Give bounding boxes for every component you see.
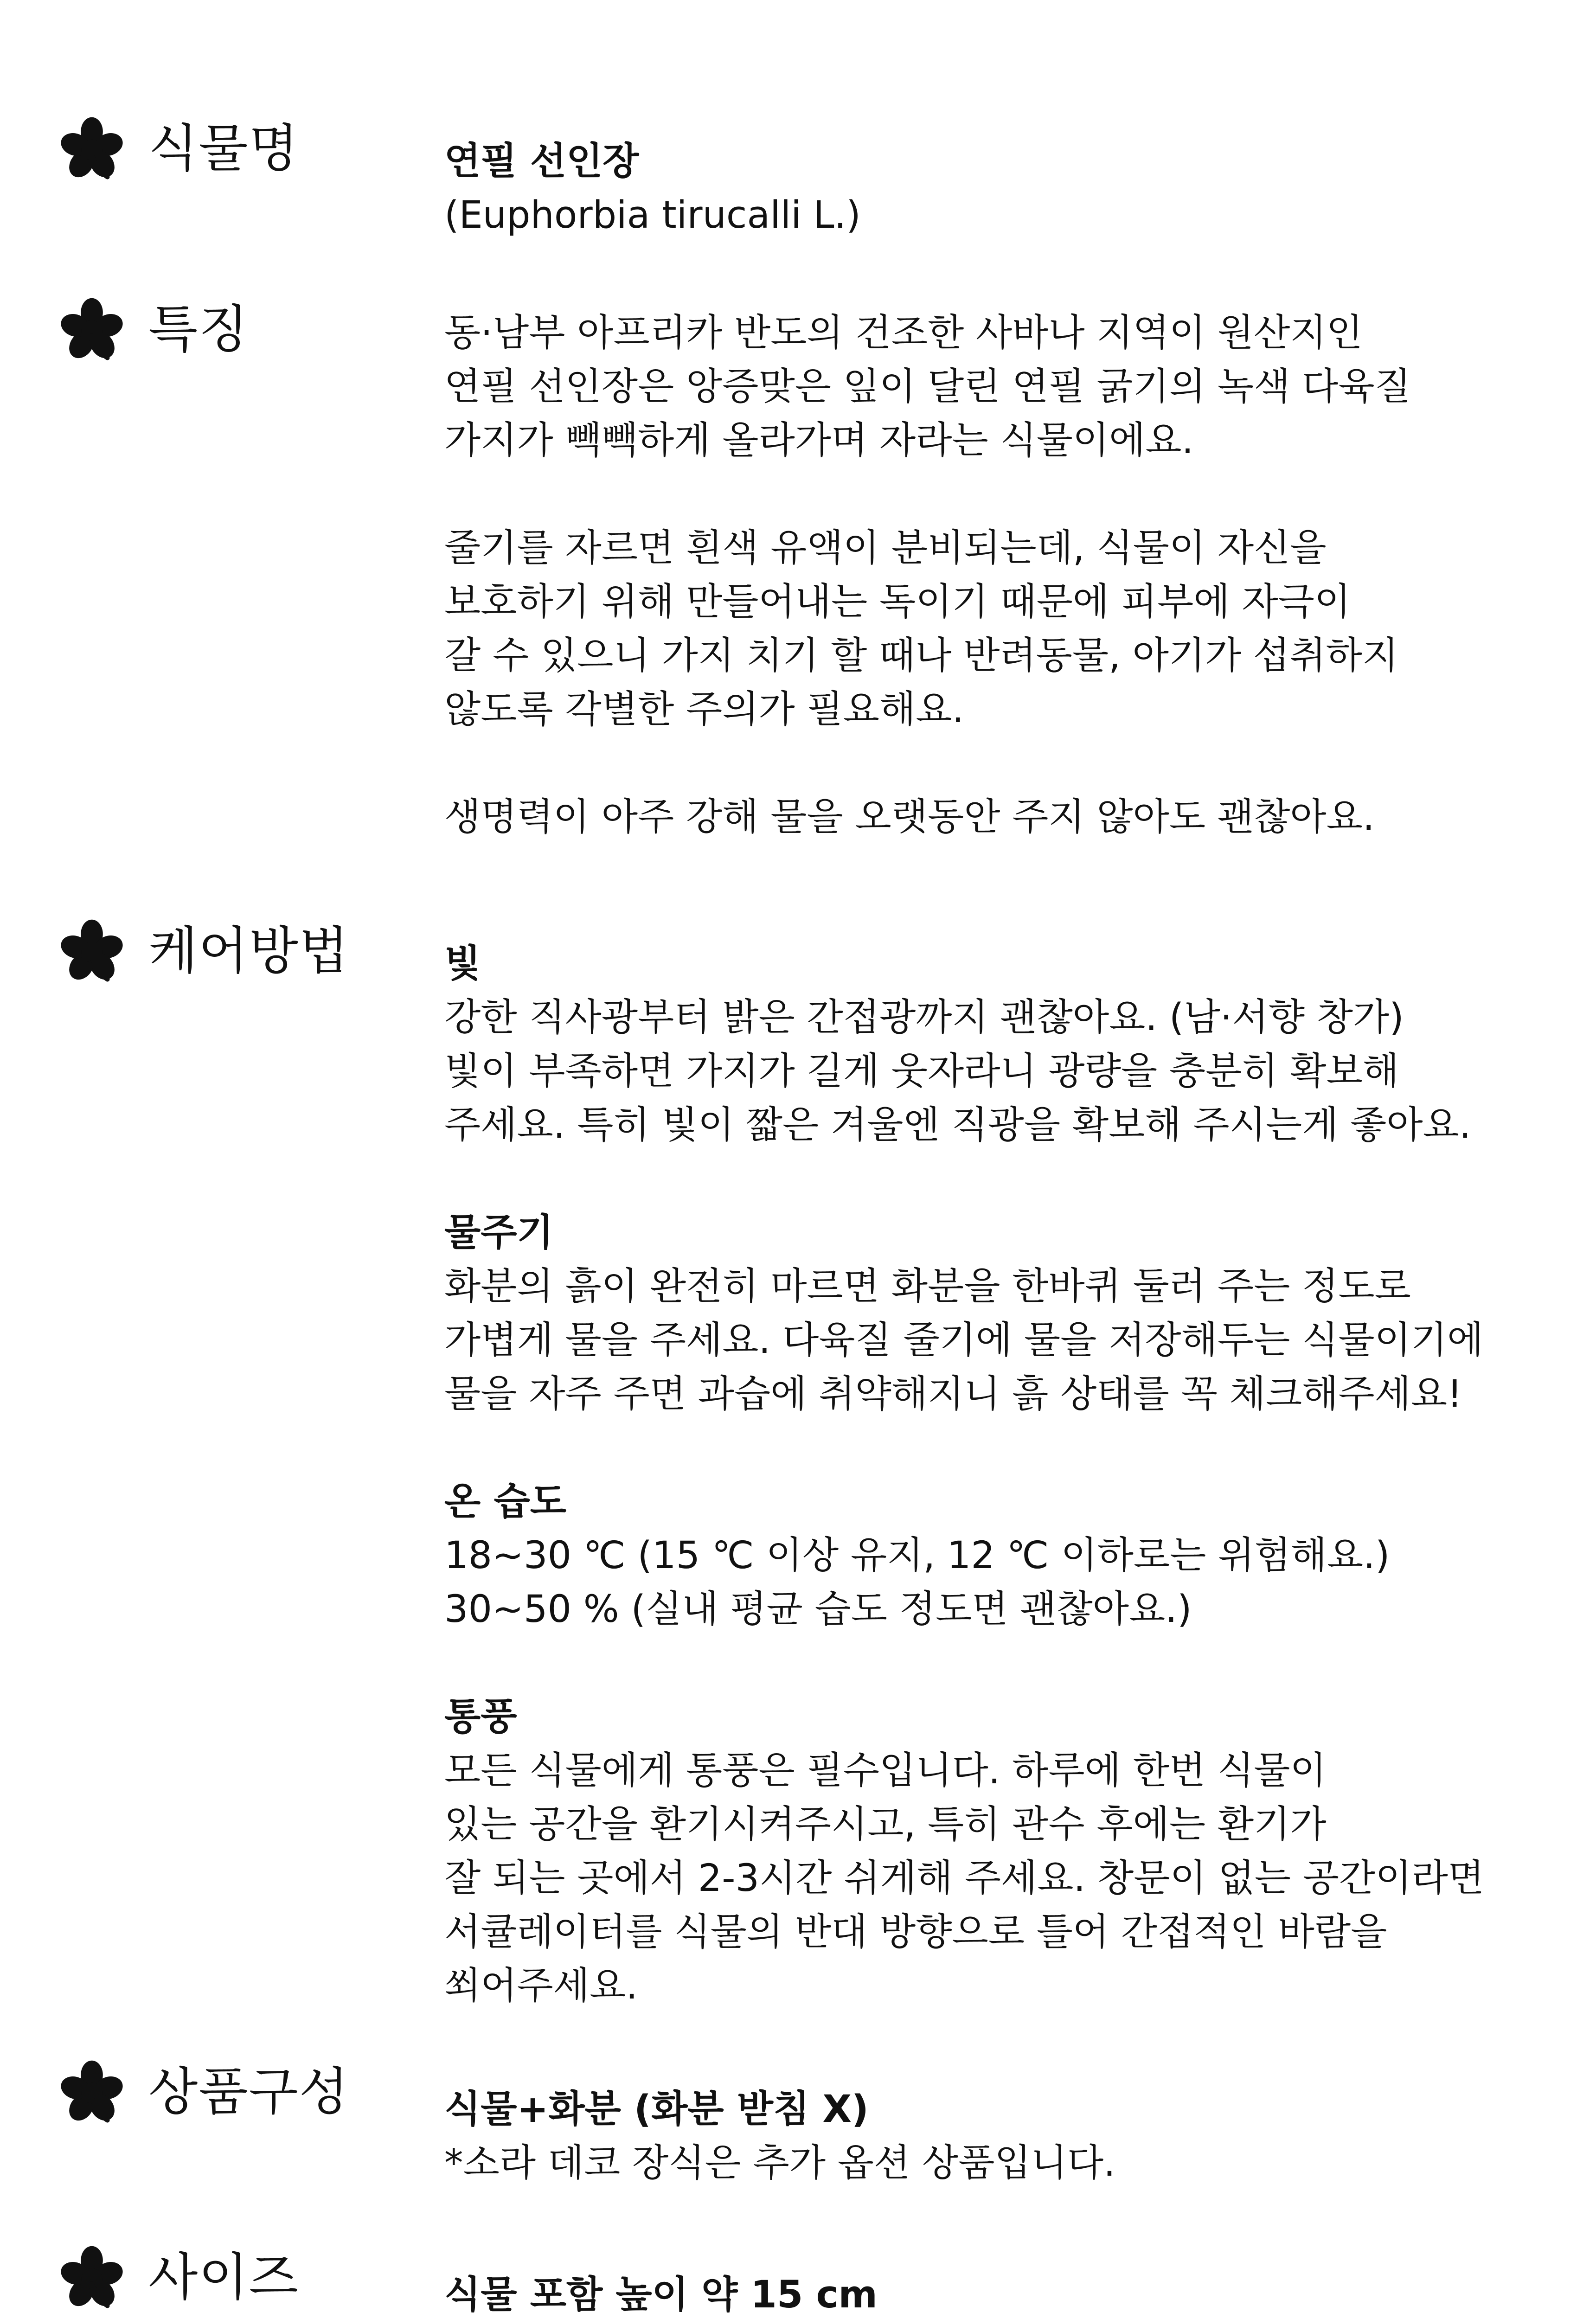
section-heading xyxy=(59,116,299,181)
text-line: 생명력이 아주 강해 물을 오랫동안 주지 않아도 괜찮아요. xyxy=(444,795,1375,839)
section-heading xyxy=(59,297,249,362)
section-title: 케어방법 xyxy=(148,921,350,980)
text-line: 쐬어주세요. xyxy=(444,1964,638,2008)
clover-icon xyxy=(59,116,124,181)
section-title: 상품구성 xyxy=(148,2062,350,2121)
text-line: 30~50 % (실내 평균 습도 정도면 괜찮아요.) xyxy=(444,1588,1192,1631)
text-line: 연필 선인장은 앙증맞은 잎이 달린 연필 굵기의 녹색 다육질 xyxy=(444,365,1411,409)
text-line: 빛이 부족하면 가지가 길게 웃자라니 광량을 충분히 확보해 xyxy=(444,1050,1399,1093)
subheading-line: 식물 포함 높이 약 15 cm xyxy=(444,2273,878,2317)
section-heading xyxy=(59,2059,349,2124)
section-body xyxy=(444,2082,1567,2190)
paragraph-gap xyxy=(444,1421,1567,1475)
section-title: 사이즈 xyxy=(148,2248,299,2307)
clover-icon xyxy=(59,918,124,983)
text-line: 화분의 흙이 완전히 마르면 화분을 한바퀴 둘러 주는 정도로 xyxy=(444,1265,1411,1308)
text-line: 모든 식물에게 통풍은 필수입니다. 하루에 한번 식물이 xyxy=(444,1749,1327,1793)
text-line: (Euphorbia tirucalli L.) xyxy=(444,193,861,237)
subheading-line: 연필 선인장 xyxy=(444,140,639,183)
paragraph-gap xyxy=(444,1636,1567,1690)
subheading-line: 빛 xyxy=(444,942,481,986)
paragraph-gap xyxy=(444,737,1567,790)
text-line: 잘 되는 곳에서 2-3시간 쉬게해 주세요. 창문이 없는 공간이라면 xyxy=(444,1857,1484,1900)
text-line: 주세요. 특히 빛이 짧은 겨울엔 직광을 확보해 주시는게 좋아요. xyxy=(444,1103,1471,1147)
paragraph-gap xyxy=(444,1152,1567,1206)
section-heading xyxy=(59,2245,299,2310)
section-body xyxy=(444,2268,1567,2319)
text-line: 18~30 ℃ (15 ℃ 이상 유지, 12 ℃ 이하로는 위험해요.) xyxy=(444,1534,1390,1577)
clover-icon xyxy=(59,2059,124,2124)
text-line: *소라 데코 장식은 추가 옵션 상품입니다. xyxy=(444,2141,1115,2185)
text-line: 보호하기 위해 만들어내는 독이기 때문에 피부에 자극이 xyxy=(444,580,1351,624)
text-line: 갈 수 있으니 가지 치기 할 때나 반려동물, 아기가 섭취하지 xyxy=(444,634,1399,678)
section-body xyxy=(444,937,1567,2013)
section-title: 특징 xyxy=(148,300,249,359)
clover-icon xyxy=(59,2245,124,2310)
text-line: 있는 공간을 환기시켜주시고, 특히 관수 후에는 환기가 xyxy=(444,1803,1327,1846)
subheading-line: 온 습도 xyxy=(444,1480,566,1524)
text-line: 강한 직사광부터 밝은 간접광까지 괜찮아요. (남·서향 창가) xyxy=(444,996,1404,1039)
text-line: 동·남부 아프리카 반도의 건조한 사바나 지역이 원산지인 xyxy=(444,311,1363,355)
subheading-line: 물주기 xyxy=(444,1211,553,1255)
section-title: 식물명 xyxy=(148,119,299,178)
text-line: 서큘레이터를 식물의 반대 방향으로 틀어 간접적인 바람을 xyxy=(444,1910,1387,1954)
subheading-line: 통풍 xyxy=(444,1695,517,1739)
text-line: 가지가 빽빽하게 올라가며 자라는 식물이에요. xyxy=(444,419,1194,462)
section-body xyxy=(444,306,1567,844)
text-line: 줄기를 자르면 흰색 유액이 분비되는데, 식물이 자신을 xyxy=(444,526,1327,570)
text-line: 물을 자주 주면 과습에 취약해지니 흙 상태를 꼭 체크해주세요! xyxy=(444,1372,1462,1416)
text-line: 가볍게 물을 주세요. 다육질 줄기에 물을 저장해두는 식물이기에 xyxy=(444,1319,1484,1362)
paragraph-gap xyxy=(444,468,1567,521)
text-line: 않도록 각별한 주의가 필요해요. xyxy=(444,688,964,731)
subheading-line: 식물+화분 (화분 받침 X) xyxy=(444,2088,869,2131)
clover-icon xyxy=(59,297,124,362)
section-body xyxy=(444,135,1567,242)
section-heading xyxy=(59,918,349,983)
